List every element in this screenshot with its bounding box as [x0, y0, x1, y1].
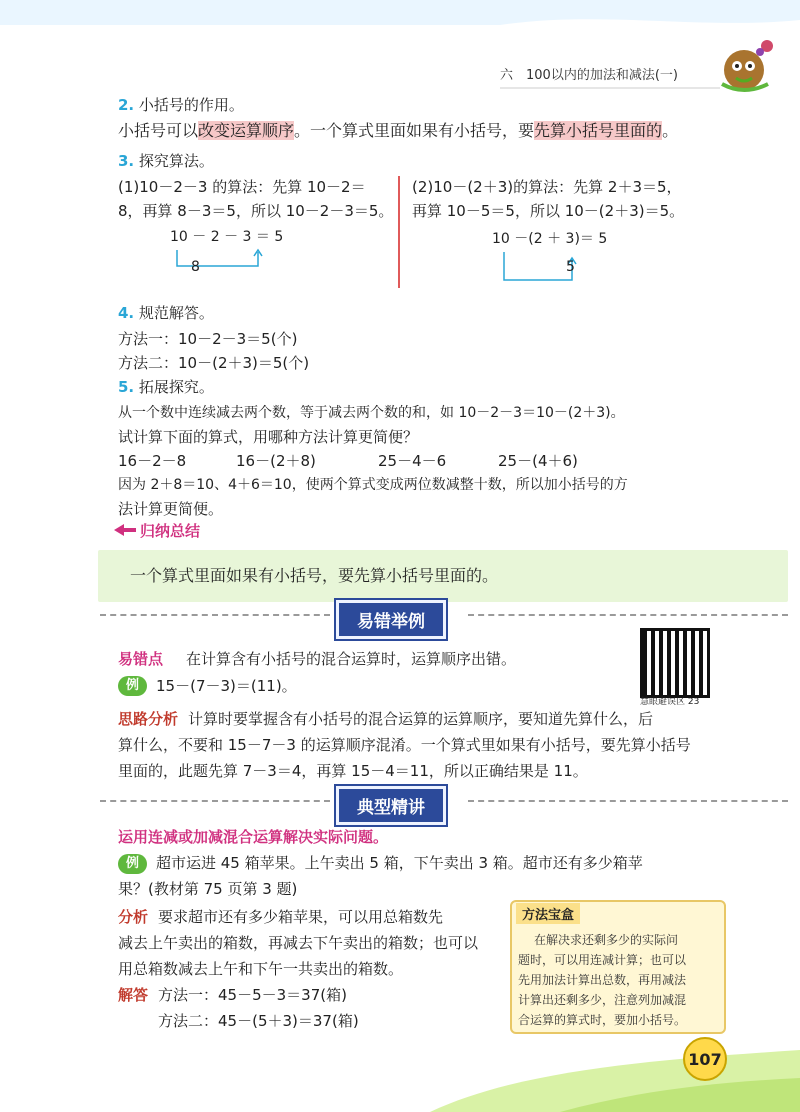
error-analysis-line3: 里面的，此题先算 7－3＝4，再算 15－4＝11，所以正确结果是 11。	[118, 762, 588, 780]
sec4-method1: 方法一：10－2－3＝5(个)	[118, 330, 298, 348]
sec3-left-line1: (1)10－2－3 的算法：先算 10－2＝	[118, 178, 366, 196]
sec5-heading: 5. 拓展探究。	[118, 378, 214, 396]
typical-example-line2: 果？(教材第 75 页第 3 题)	[118, 880, 298, 898]
column-divider	[398, 176, 400, 288]
sec5-line2: 试计算下面的算式，用哪种方法计算更简便？	[118, 428, 419, 446]
method-box-title: 方法宝盒	[516, 903, 580, 924]
sec3-right-line1: (2)10－(2＋3)的算法：先算 2＋3＝5，	[412, 178, 682, 196]
sec5-line3: 因为 2＋8＝10、4＋6＝10，使两个算式变成两位数减整十数，所以加小括号的方	[118, 477, 628, 493]
sec3-right-result: 5	[566, 259, 575, 275]
sec4-method2: 方法二：10－(2＋3)＝5(个)	[118, 354, 310, 372]
error-example-text: 15－(7－3)＝(11)。	[156, 677, 297, 695]
typical-heading: 运用连减或加减混合运算解决实际问题。	[118, 828, 389, 846]
header-band	[0, 0, 800, 98]
typical-example-badge: 例	[118, 854, 147, 874]
typical-answer2: 方法二：45－(5＋3)＝37(箱)	[158, 1012, 359, 1030]
summary-label: 归纳总结	[140, 522, 201, 540]
typical-divider-left	[100, 800, 330, 802]
errors-divider-left	[100, 614, 330, 616]
chapter-title: 六 100以内的加法和减法(一)	[500, 68, 678, 83]
error-analysis-line1: 计算时要掌握含有小括号的混合运算的运算顺序，要知道先算什么，后	[188, 710, 654, 728]
method-line5: 合运算的算式时，要加小括号。	[518, 1013, 687, 1027]
typical-analysis-line1: 要求超市还有多少箱苹果，可以用总箱数先	[158, 908, 444, 926]
typical-section-title: 典型精讲	[336, 786, 446, 825]
sec5-expr4: 25－(4＋6)	[498, 452, 578, 470]
sec3-right-line2: 再算 10－5＝5，所以 10－(2＋3)＝5。	[412, 202, 685, 220]
page-number: 107	[683, 1037, 727, 1081]
method-line4: 计算出还剩多少，注意列加减混	[518, 993, 687, 1007]
typical-answer1: 方法一：45－5－3＝37(箱)	[158, 986, 347, 1004]
qr-code[interactable]	[640, 628, 710, 698]
method-line3: 先用加法计算出总数，再用减法	[518, 973, 687, 987]
sec3-left-line2: 8，再算 8－3＝5，所以 10－2－3＝5。	[118, 202, 394, 220]
sec3-heading: 3. 探究算法。	[118, 152, 214, 170]
sec5-expr2: 16－(2＋8)	[236, 452, 316, 470]
error-example-badge: 例	[118, 676, 147, 696]
sec4-heading: 4. 规范解答。	[118, 304, 214, 322]
errors-section-title: 易错举例	[336, 600, 446, 639]
left-bracket-arrow	[170, 248, 270, 278]
sec3-right-expr: 10 －(2 ＋ 3)＝ 5	[492, 231, 608, 247]
summary-arrow-icon	[112, 522, 138, 538]
sec3-left-expr: 10 － 2 － 3 ＝ 5	[170, 229, 284, 245]
sec3-left-result: 8	[191, 259, 200, 275]
error-point-text: 在计算含有小括号的混合运算时，运算顺序出错。	[186, 650, 517, 668]
method-line1: 在解决求还剩多少的实际问	[534, 933, 679, 947]
sec5-line4: 法计算更简便。	[118, 500, 224, 518]
typical-divider-right	[468, 800, 788, 802]
mascot-icon	[712, 36, 782, 96]
sec5-expr1: 16－2－8	[118, 452, 187, 470]
typical-analysis-line3: 用总箱数减去上午和下午一共卖出的箱数。	[118, 960, 404, 978]
sec2-heading: 2. 小括号的作用。	[118, 96, 244, 114]
footer-wave	[0, 1030, 800, 1112]
typical-answer-label: 解答	[118, 986, 149, 1004]
errors-divider-right	[468, 614, 788, 616]
error-analysis-label: 思路分析	[118, 710, 179, 728]
typical-analysis-label: 分析	[118, 908, 149, 926]
typical-analysis-line2: 减去上午卖出的箱数，再减去下午卖出的箱数；也可以	[118, 934, 479, 952]
error-analysis-line2: 算什么，不要和 15－7－3 的运算顺序混淆。一个算式里如果有小括号，要先算小括号	[118, 736, 691, 754]
method-line2: 题时，可以用连减计算；也可以	[518, 953, 687, 967]
sec2-body: 小括号可以改变运算顺序。一个算式里面如果有小括号，要先算小括号里面的。	[118, 121, 679, 140]
sec5-line1: 从一个数中连续减去两个数，等于减去两个数的和，如 10－2－3＝10－(2＋3)。	[118, 405, 625, 421]
error-point-label: 易错点	[118, 650, 164, 668]
qr-caption: 慧眼避误区 23	[640, 697, 700, 707]
summary-text: 一个算式里面如果有小括号，要先算小括号里面的。	[130, 566, 499, 585]
sec5-expr3: 25－4－6	[378, 452, 447, 470]
typical-example-line1: 超市运进 45 箱苹果。上午卖出 5 箱，下午卖出 3 箱。超市还有多少箱苹	[156, 854, 643, 872]
